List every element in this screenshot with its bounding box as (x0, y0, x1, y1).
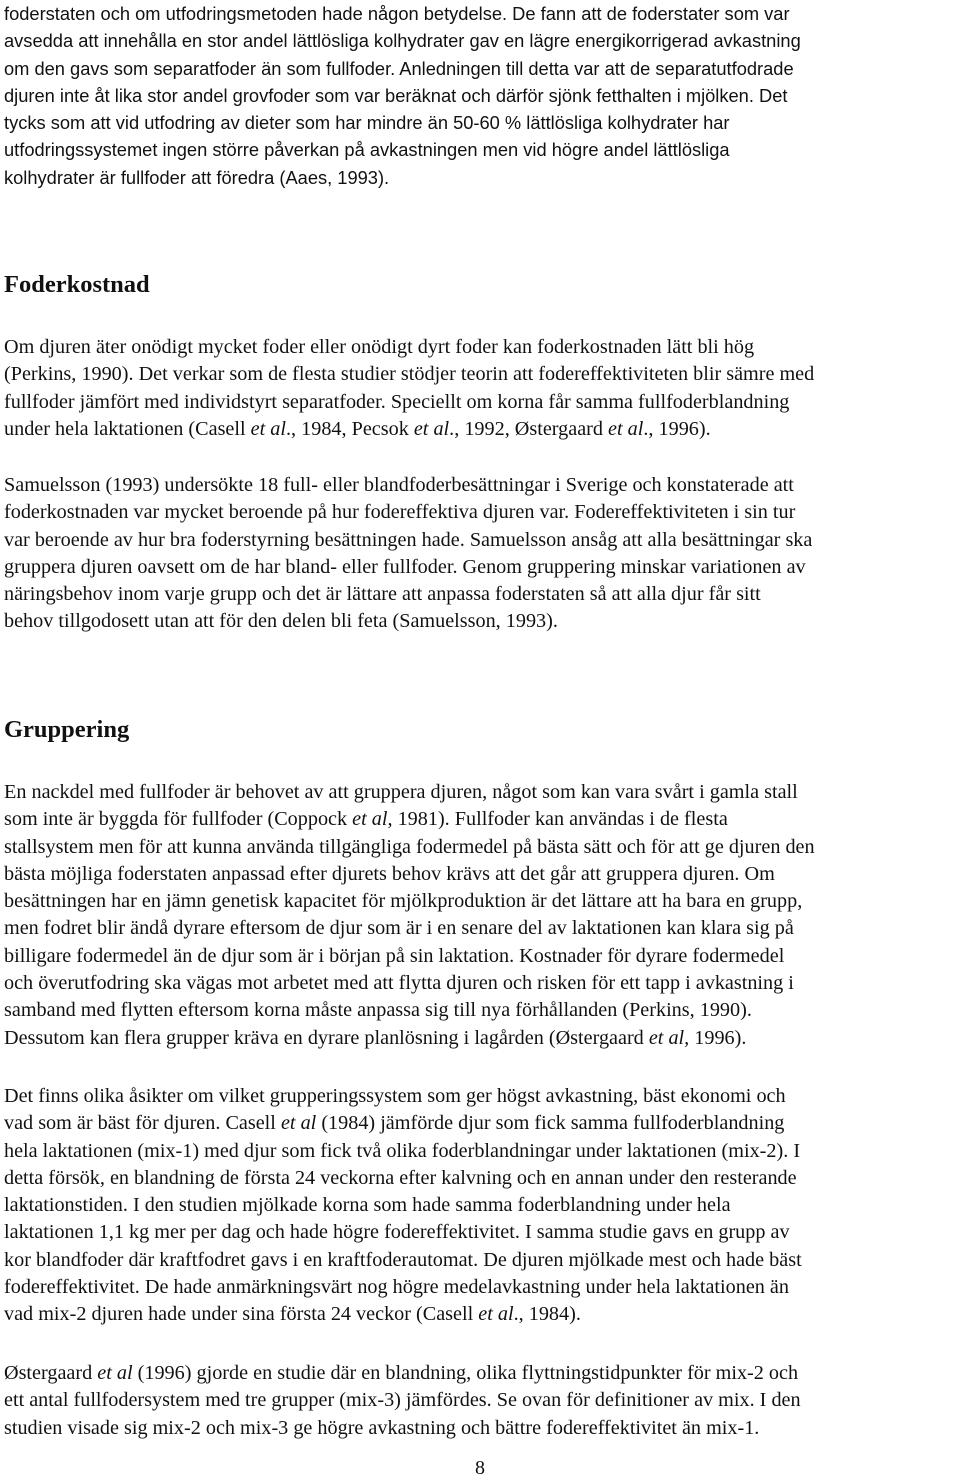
heading-gruppering: Gruppering (4, 716, 130, 743)
text-run: En nackdel med fullfoder är behovet av att gruppera djuren, något som kan vara svårt i gamla stall (4, 781, 798, 803)
text-run: gruppera djuren oavsett om de har bland- eller fullfoder. Genom gruppering minskar variationen av (4, 555, 806, 578)
text-run: Det finns olika åsikter om vilket grupperingssystem som ger högst avkastning, bäst ekonomi och (4, 1085, 786, 1107)
text-line (4, 1192, 802, 1219)
text-run: vad mix-2 djuren hade under sina första 24 veckor (Casell (4, 1303, 479, 1326)
text-run: hela laktationen (mix-1) med djur som fick två olika foderblandningar under laktationen (mix-2). I (4, 1139, 801, 1162)
italic-run: et al, (648, 1026, 690, 1049)
text-run: kolhydrater är fullfoder att föredra (Aaes, 1993). (4, 166, 390, 188)
text-run: Samuelsson (1993) undersökte 18 full- eller blandfoderbesättningar i Sverige och konstaterade att (4, 474, 794, 496)
page-number: 8 (475, 1457, 485, 1479)
text-run: (1984) jämförde djur som fick samma fullfoderblandning (316, 1112, 785, 1135)
text-run: (1996) gjorde en studie där en blandning, olika flyttningstidpunkter för mix-2 och (132, 1362, 799, 1384)
text-run: , 1981). Fullfoder kan användas i de flesta (387, 808, 728, 831)
text-line (4, 0, 801, 27)
text-line (4, 1387, 801, 1414)
text-run: tycks som att vid utfodring av dieter som har mindre än 50-60 % lättlösliga kolhydrater har (4, 112, 730, 134)
text-run: men fodret blir ändå dyrare eftersom de djur som är i en senare del av laktationen kan klara sig på (4, 917, 794, 940)
text-line (4, 527, 812, 554)
text-line (4, 1138, 802, 1165)
text-run: foderkostnaden var mycket beroende på hur fodereffektiva djuren var. Fodereffektiviteten i sin tur (4, 501, 796, 524)
text-run: var beroende av hur bra foderstyrning besättningen hade. Samuelsson ansåg att alla besättningar ska (4, 528, 813, 551)
text-line (4, 779, 815, 806)
text-run: näringsbehov inom varje grupp och det är lättare att anpassa foderstaten så att alla djur får sitt (4, 583, 761, 606)
text-run: ., 1996). (643, 417, 711, 440)
text-line (4, 472, 812, 499)
paragraph-feed-cost (4, 334, 814, 443)
paragraph-samuelsson (4, 472, 812, 636)
text-run: laktationstiden. I den studien mjölkade korna som hade samma foderblandning under hela (4, 1194, 731, 1217)
text-line (4, 1025, 815, 1052)
italic-run: et al (413, 417, 450, 440)
text-line (4, 389, 814, 416)
text-line (4, 915, 815, 942)
text-run: (Perkins, 1990). Det verkar som de flesta studier stödjer teorin att fodereffektiviteten blir sämre med (4, 363, 815, 386)
text-line (4, 861, 815, 888)
heading-foderkostnad: Foderkostnad (4, 271, 150, 298)
text-line (4, 888, 815, 915)
text-line (4, 1274, 802, 1301)
paragraph-ostergaard (4, 1360, 801, 1442)
text-line (4, 1219, 802, 1246)
text-run: ., 1992, Østergaard (449, 417, 609, 440)
text-run: samband med flytten eftersom korna måste anpassa sig till nya förhållanden (Perkins, 1990). (4, 999, 752, 1022)
text-run: detta försök, en blandning de första 24 veckorna efter kalvning och en annan under den resterande (4, 1166, 797, 1189)
text-line (4, 334, 814, 361)
text-line (4, 361, 814, 388)
text-run: och överutfodring ska vägas mot arbetet med att flytta djuren och risken för ett tapp i avkastning i (4, 972, 794, 995)
text-run: Om djuren äter onödigt mycket foder eller onödigt dyrt foder kan foderkostnaden lätt bli hög (4, 336, 755, 358)
text-line (4, 997, 815, 1024)
text-run: stallsystem men för att kunna använda tillgängliga fodermedel på bästa sätt och för att ge djuren den (4, 835, 815, 858)
text-run: avsedda att innehålla en stor andel lättlösliga kolhydrater gav en lägre energikorrigerad avkastning (4, 30, 801, 52)
text-line (4, 806, 815, 833)
text-run: besättningen har en jämn genetisk kapacitet för mjölkproduktion är det lättare att ha bara en grupp, (4, 890, 803, 913)
text-run: utfodringssystemet ingen större påverkan på avkastningen men vid högre andel lättlösliga (4, 139, 730, 161)
text-run: vad som är bäst för djuren. Casell (4, 1112, 281, 1135)
text-line (4, 55, 801, 82)
italic-run: et al (280, 1112, 317, 1135)
text-line (4, 499, 812, 526)
text-line (4, 82, 801, 109)
text-run: behov tillgodosett utan att för den delen bli feta (Samuelsson, 1993). (4, 610, 558, 633)
text-line (4, 1360, 801, 1387)
text-run: kor blandfoder där kraftfodret gavs i en kraftfoderautomat. De djuren mjölkade mest och hade bäst (4, 1248, 802, 1271)
text-line (4, 1165, 802, 1192)
paragraph-grouping-drawback (4, 779, 815, 1052)
text-line (4, 1110, 802, 1137)
text-line (4, 1415, 801, 1442)
italic-run: et al (97, 1362, 133, 1384)
text-line (4, 943, 815, 970)
text-line (4, 834, 815, 861)
text-line (4, 554, 812, 581)
text-line (4, 416, 814, 443)
italic-run: et al (352, 808, 388, 831)
text-line (4, 1083, 802, 1110)
text-run: fodereffektivitet. De hade anmärkningsvärt nog högre medelavkastning under hela laktationen än (4, 1276, 789, 1299)
text-line (4, 608, 812, 635)
italic-run: et al (608, 417, 644, 440)
text-run: ., 1984, Pecsok (285, 417, 414, 440)
italic-run: et al (478, 1303, 514, 1326)
text-line (4, 581, 812, 608)
text-run: om den gavs som separatfoder än som fullfoder. Anledningen till detta var att de separatutfodrade (4, 57, 794, 79)
text-run: Dessutom kan flera grupper kräva en dyrare planlösning i lagården (Østergaard (4, 1026, 649, 1049)
text-run: under hela laktationen (Casell (4, 417, 251, 440)
text-run: ett antal fullfodersystem med tre grupper (mix-3) jämfördes. Se ovan för definitioner av mix. I den (4, 1389, 801, 1412)
paragraph-grouping-systems (4, 1083, 802, 1329)
text-line (4, 109, 801, 136)
text-run: Østergaard (4, 1362, 98, 1384)
text-run: studien visade sig mix-2 och mix-3 ge högre avkastning och bättre fodereffektivitet än mix-1. (4, 1416, 760, 1439)
text-run: djuren inte åt lika stor andel grovfoder som var beräknat och därför sjönk fetthalten i mjölken. Det (4, 84, 788, 106)
text-line (4, 1247, 802, 1274)
text-run: billigare fodermedel än de djur som är i början på sin laktation. Kostnader för dyrare fodermedel (4, 944, 785, 967)
text-run: som inte är byggda för fullfoder (Coppock (4, 808, 353, 831)
text-run: foderstaten och om utfodringsmetoden hade någon betydelse. De fann att de foderstater som var (4, 3, 790, 24)
text-line (4, 164, 801, 191)
text-run: bästa möjliga foderstaten anpassad efter djurets behov krävs att det går att gruppera djuren. Om (4, 862, 775, 885)
text-line (4, 1301, 802, 1328)
italic-run: et al (250, 417, 286, 440)
text-run: 1996). (689, 1026, 747, 1049)
text-line (4, 27, 801, 54)
text-run: ., 1984). (513, 1303, 581, 1326)
text-run: laktationen 1,1 kg mer per dag och hade högre fodereffektivitet. I samma studie gavs en grupp av (4, 1221, 790, 1244)
paragraph-feed-strategy (4, 0, 801, 191)
text-run: fullfoder jämfört med individstyrt separatfoder. Speciellt om korna får samma fullfoderblandning (4, 390, 790, 413)
text-line (4, 136, 801, 163)
text-line (4, 970, 815, 997)
